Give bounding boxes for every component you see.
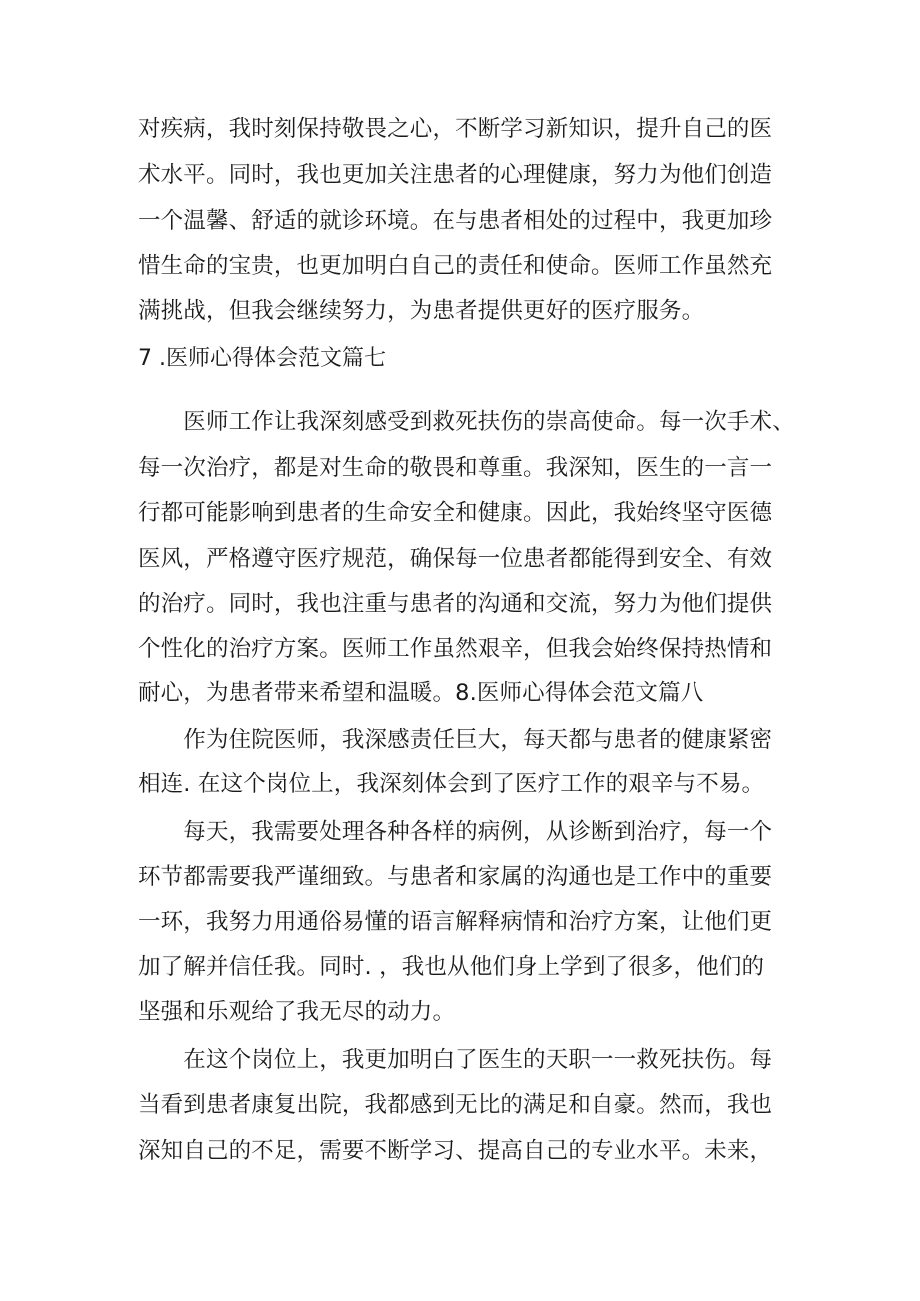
text-line: 医师工作让我深刻感受到救死扶伤的崇高使命。每一次手术、 xyxy=(138,409,795,435)
text-line: 一个温馨、舒适的就诊环境。在与患者相处的过程中，我更加珍 xyxy=(138,208,773,234)
text-line: 耐心，为患者带来希望和温暖。8.医师心得体会范文篇八 xyxy=(138,680,704,706)
text-line: 作为住院医师，我深感责任巨大，每天都与患者的健康紧密 xyxy=(138,727,773,753)
text-line: 的治疗。同时，我也注重与患者的沟通和交流，努力为他们提供 xyxy=(138,591,773,617)
text-line: 加了解并信任我。同时. ，我也从他们身上学到了很多，他们的 xyxy=(138,954,765,980)
text-line: 惜生命的宝贵，也更加明白自己的责任和使命。医师工作虽然充 xyxy=(138,253,773,279)
text-line: 医风，严格遵守医疗规范，确保每一位患者都能得到安全、有效 xyxy=(138,546,773,572)
text-line: 坚强和乐观给了我无尽的动力。 xyxy=(138,999,456,1025)
text-line: 环节都需要我严谨细致。与患者和家属的沟通也是工作中的重要 xyxy=(138,864,773,890)
text-line: 相连. 在这个岗位上，我深刻体会到了医疗工作的艰辛与不易。 xyxy=(138,771,765,797)
text-line: 每天，我需要处理各种各样的病例，从诊断到治疗，每一个 xyxy=(138,819,773,845)
text-line: 满挑战，但我会继续努力，为患者提供更好的医疗服务。 xyxy=(138,298,705,324)
text-line: 个性化的治疗方案。医师工作虽然艰辛，但我会始终保持热情和 xyxy=(138,636,773,662)
text-line: 深知自己的不足，需要不断学习、提高自己的专业水平。未来， xyxy=(138,1138,773,1164)
text-line: 行都可能影响到患者的生命安全和健康。因此，我始终坚守医德 xyxy=(138,500,773,526)
text-line: 一环，我努力用通俗易懂的语言解释病情和治疗方案，让他们更 xyxy=(138,909,773,935)
section-heading-7: 7 .医师心得体会范文篇七 xyxy=(138,346,386,371)
text-line: 对疾病，我时刻保持敬畏之心，不断学习新知识，提升自己的医 xyxy=(138,116,773,142)
text-line: 每一次治疗，都是对生命的敬畏和尊重。我深知，医生的一言一 xyxy=(138,455,773,481)
text-line: 术水平。同时，我也更加关注患者的心理健康，努力为他们创造 xyxy=(138,162,773,188)
text-line: 在这个岗位上，我更加明白了医生的天职一一救死扶伤。每 xyxy=(138,1047,773,1073)
text-line: 当看到患者康复出院，我都感到无比的满足和自豪。然而，我也 xyxy=(138,1092,773,1118)
